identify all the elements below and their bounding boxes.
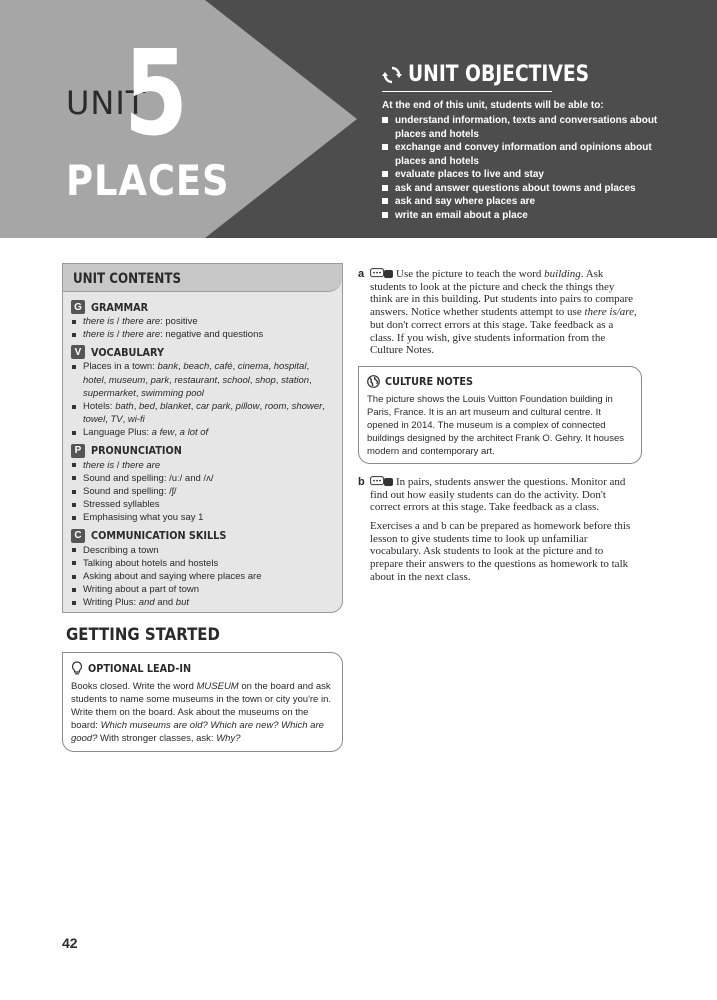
grammar-list bbox=[71, 315, 334, 341]
culture-notes-title: CULTURE NOTES bbox=[385, 375, 473, 388]
vocabulary-title: VOCABULARY bbox=[91, 345, 164, 359]
unit-contents-box bbox=[62, 263, 343, 613]
contents-list-item: Writing Plus: and and but bbox=[71, 596, 334, 609]
cycle-arrows-icon bbox=[382, 65, 402, 85]
getting-started-heading: GETTING STARTED bbox=[66, 625, 220, 645]
speech-bubbles-icon bbox=[370, 476, 394, 487]
vocabulary-badge-icon: V bbox=[71, 345, 85, 359]
objectives-divider bbox=[382, 91, 552, 92]
contents-list-item: Language Plus: a few, a lot of bbox=[71, 426, 334, 439]
objective-item: understand information, texts and conversations about places and hotels bbox=[382, 114, 682, 141]
contents-list-item: Hotels: bath, bed, blanket, car park, pillow, room, shower, towel, TV, wi-fi bbox=[71, 400, 334, 426]
objective-item: exchange and convey information and opinions about places and hotels bbox=[382, 141, 682, 168]
exercise-b-text: In pairs, students answer the questions. Monitor and find out how easily students can do the activity. Don't correct errors at this stage. Take feedback as a class. bbox=[370, 476, 626, 514]
contents-list-item: Sound and spelling: /uː/ and /ʌ/ bbox=[71, 472, 334, 485]
objectives-intro: At the end of this unit, students will be able to: bbox=[382, 100, 604, 111]
communication-badge-icon: C bbox=[71, 529, 85, 543]
communication-section bbox=[71, 529, 334, 610]
objectives-list bbox=[382, 114, 682, 222]
exercise-a-text: Use the picture to teach the word building. Ask students to look at the picture and check the things they think are in this building. Put students into pairs to compare answers. Notice whether students attempt to use there is/are, but don't correct errors at this stage. Take feedback as a class. If you wish, give students information from the Culture Notes. bbox=[370, 268, 637, 357]
optional-lead-in-box bbox=[62, 652, 343, 752]
pronunciation-section bbox=[71, 444, 334, 525]
objective-item: write an email about a place bbox=[382, 209, 682, 223]
vocabulary-list bbox=[71, 360, 334, 439]
unit-label: UNIT bbox=[66, 84, 147, 122]
unit-objectives bbox=[382, 62, 682, 222]
objective-item: ask and say where places are bbox=[382, 195, 682, 209]
contents-list-item: there is / there are: negative and questions bbox=[71, 328, 334, 341]
culture-notes-text: The picture shows the Louis Vuitton Foundation building in Paris, France. It is an art museum and cultural centre. It opened in 2014. The museum is a complex of connected buildings designed by the architect Frank O. Gehry. It houses modern and contemporary art. bbox=[367, 394, 624, 457]
homework-note: Exercises a and b can be prepared as homework before this lesson to give students time to look up unfamiliar vocabulary. Ask students to look at the picture and to prepare their answers to the questions as homework to talk about in the next class. bbox=[370, 520, 631, 583]
grammar-badge-icon: G bbox=[71, 300, 85, 314]
contents-list-item: Talking about hotels and hostels bbox=[71, 557, 334, 570]
unit-banner bbox=[0, 0, 717, 238]
pronunciation-list bbox=[71, 459, 334, 525]
culture-notes-box bbox=[358, 366, 642, 464]
pronunciation-badge-icon: P bbox=[71, 444, 85, 458]
lead-in-text: Books closed. Write the word MUSEUM on the board and ask students to name some museums in the town or city you're in. Write them on the board. Ask about the museums on the board: Which museums are old? Which are new? Which are good? With stronger classes, ask: Why? bbox=[71, 681, 332, 744]
contents-list-item: Places in a town: bank, beach, café, cinema, hospital, hotel, museum, park, restaurant, school, shop, station, supermarket, swimming pool bbox=[71, 360, 334, 400]
speech-bubbles-icon bbox=[370, 268, 394, 279]
vocabulary-section bbox=[71, 345, 334, 439]
unit-number: 5 bbox=[124, 24, 189, 162]
exercise-a-letter: a bbox=[358, 268, 365, 280]
contents-list-item: Emphasising what you say 1 bbox=[71, 511, 334, 524]
page-number: 42 bbox=[62, 935, 78, 951]
unit-title: PLACES bbox=[66, 156, 230, 205]
objective-item: evaluate places to live and stay bbox=[382, 168, 682, 182]
grammar-section bbox=[71, 300, 334, 341]
lead-in-title: OPTIONAL LEAD-IN bbox=[88, 661, 192, 675]
contents-list-item: there is / there are bbox=[71, 459, 334, 472]
communication-title: COMMUNICATION SKILLS bbox=[91, 529, 227, 543]
contents-list-item: Describing a town bbox=[71, 544, 334, 557]
unit-contents-title: UNIT CONTENTS bbox=[73, 271, 182, 287]
contents-list-item: Stressed syllables bbox=[71, 498, 334, 511]
contents-list-item: there is / there are: positive bbox=[71, 315, 334, 328]
grammar-title: GRAMMAR bbox=[91, 300, 149, 314]
lightbulb-icon bbox=[71, 661, 83, 675]
pronunciation-title: PRONUNCIATION bbox=[91, 444, 182, 458]
globe-icon bbox=[367, 375, 380, 388]
contents-list-item: Asking about and saying where places are bbox=[71, 570, 334, 583]
communication-list bbox=[71, 544, 334, 610]
objectives-header bbox=[382, 62, 682, 87]
objective-item: ask and answer questions about towns and places bbox=[382, 182, 682, 196]
unit-contents-body bbox=[63, 292, 342, 610]
unit-contents-header bbox=[63, 264, 342, 292]
objectives-title: UNIT OBJECTIVES bbox=[408, 62, 590, 87]
contents-list-item: Sound and spelling: /ʃ/ bbox=[71, 485, 334, 498]
contents-list-item: Writing about a part of town bbox=[71, 583, 334, 596]
exercise-b bbox=[358, 476, 638, 514]
exercise-b-letter: b bbox=[358, 476, 365, 488]
exercise-a bbox=[358, 268, 638, 357]
